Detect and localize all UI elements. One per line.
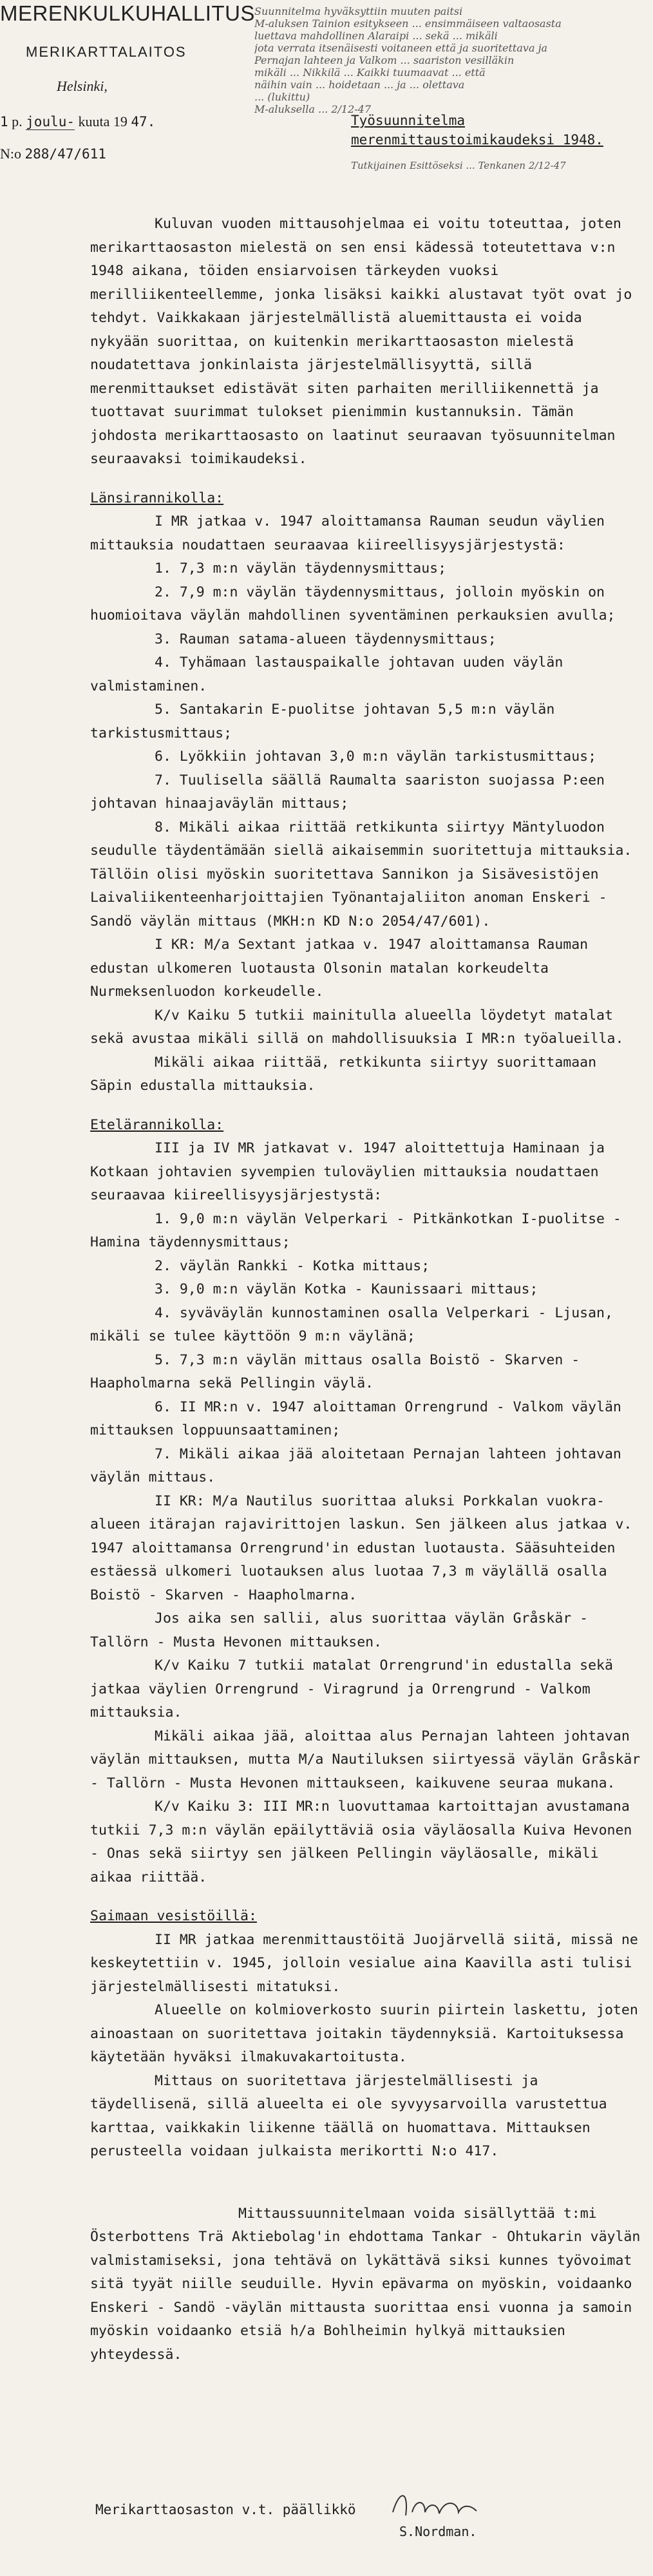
subject-line-2 xyxy=(351,132,603,148)
numbered-list xyxy=(90,1208,644,1490)
section-paragraph: Mikäli aikaa riittää, retkikunta siirtyy suorittamaan Säpin edustalla mittauksia. xyxy=(90,1054,597,1094)
handwritten-line: mikäli ... Nikkilä ... Kaikki tuumaavat ... että xyxy=(254,66,486,79)
section-paragraph: II MR jatkaa merenmittaustöitä Juojärvellä siitä, missä ne keskeytettiin v. 1945, jolloin vesialue aina Kaavilla asti tulisi järjestelmällisesti mitatuksi. xyxy=(90,1931,638,1995)
handwritten-line: M-aluksella ... 2/12-47 xyxy=(254,103,372,115)
list-item: 4. syväväylän kunnostaminen osalla Velperkari - Ljusan, mikäli se tulee käyttöön 9 m:n väylänä; xyxy=(90,1304,613,1344)
subject-title: Työsuunnitelma xyxy=(351,113,466,128)
section-heading: Etelärannikolla: xyxy=(90,1116,224,1133)
handwritten-line: jota verrata itsenäisesti voitaneen että ja suoritettava ja xyxy=(254,42,548,54)
signature-scrawl xyxy=(386,2486,483,2525)
handwritten-line: luettava mahdollinen Alaraipi ... sekä ... mikäli xyxy=(254,30,498,42)
closing-gap xyxy=(90,2164,644,2202)
subject-period: merenmittaustoimikaudeksi 1948. xyxy=(351,132,603,148)
section-paragraph: Mikäli aikaa jää, aloittaa alus Pernajan lahteen johtavan väylän mittauksen, mutta M/a Nautiluksen siirtyessä väylän Gråskär - Tallörn - Musta Hevonen mittaukseen, kaikuvene seuraa mukana. xyxy=(90,1728,641,1791)
list-item: 5. 7,3 m:n väylän mittaus osalla Boistö - Skarven - Haapholmarna sekä Pellingin väylä. xyxy=(90,1351,580,1391)
handwritten-line: Suunnitelma hyväksyttiin muuten paitsi xyxy=(254,5,463,17)
list-item: 8. Mikäli aikaa riittää retkikunta siirtyy Mäntyluodon seudulle täydentämään siellä aikaisemmin suoritettuja mittauksia. Tällöin olisi myöskin suoritettava Sannikon ja Sisävesistöjen Laivaliikenteenharjoittajien Työnantajaliiton anoman Enskeri - Sandö väylän mittaus (MKH:n KD N:o 2054/47/601). xyxy=(90,819,632,930)
handwritten-line: ... (lukittu) xyxy=(254,91,310,103)
section-paragraph: I KR: M/a Sextant jatkaa v. 1947 aloittamansa Rauman edustan ulkomeren luotausta Olsonin matalan korkeudelta Nurmeksenluodon korkeudelle. xyxy=(90,937,589,1000)
date-month: joulu- xyxy=(26,114,75,129)
closing-paragraph: Mittaussuunnitelmaan voida sisällyttää t:mi Österbottens Trä Aktiebolag'in ehdottama Tankar - Ohtukarin väylän valmistamiseksi, jona tehtävä on lykättävä siksi kunnes työvoimat sitä tyyät niille seuduille. Hyvin epävarma on myöskin, voidaanko Enskeri - Sandö -väylän mittausta suorittaa ensi vuonna ja samoin myöskin voidaanko etsiä h/a Bohlheimin hylkyä mittauksien yhteydessä. xyxy=(90,2205,641,2363)
handwritten-line: M-aluksen Tainion esitykseen ... ensimmäiseen valtaosasta xyxy=(254,17,562,30)
date-kuuta: kuuta 19 xyxy=(78,113,128,129)
signature-label: Merikarttaosaston v.t. päällikkö xyxy=(95,2502,356,2517)
subject-note: Tutkijainen Esittöseksi ... Tenkanen 2/12-47 xyxy=(351,160,566,171)
section-paragraph: I MR jatkaa v. 1947 aloittamansa Rauman seudun väylien mittauksia noudattaen seuraavaa kiireellisyysjärjestystä: xyxy=(90,513,605,553)
section-paragraph: K/v Kaiku 5 tutkii mainitulla alueella löydetyt matalat sekä avustaa mikäli sillä on mahdollisuuksia I MR:n työalueilla. xyxy=(90,1007,624,1047)
list-item: 1. 7,3 m:n väylän täydennysmittaus; xyxy=(155,560,447,577)
date-day: 1 xyxy=(0,114,8,129)
signature-name: S.Nordman. xyxy=(399,2524,477,2539)
section-paragraph: III ja IV MR jatkavat v. 1947 aloittettuja Haminaan ja Kotkaan johtavien syvempien tuloväylien mittauksia noudattaen seuraavaa kiireellisyysjärjestystä: xyxy=(90,1140,605,1203)
list-item: 3. Rauman satama-alueen täydennysmittaus; xyxy=(155,631,497,647)
list-item: 7. Tuulisella säällä Raumalta saariston suojassa P:een johtavan hinaajaväylän mittaus; xyxy=(90,772,605,812)
date-p: p. xyxy=(12,113,23,129)
section-heading: Länsirannikolla: xyxy=(90,490,224,506)
section-paragraph: Mittaus on suoritettava järjestelmällisesti ja täydellisenä, sillä alueelta ei ole syvyysarvoilla varustettua karttaa, vaikkakin liikenne täällä on huomattava. Mittauksen perusteella voidaan julkaista merikortti N:o 417. xyxy=(90,2072,607,2159)
list-item: 4. Tyhämaan lastauspaikalle johtavan uuden väylän valmistaminen. xyxy=(90,654,563,694)
list-item: 6. Lyökkiin johtavan 3,0 m:n väylän tarkistusmittaus; xyxy=(155,749,597,765)
subject-line xyxy=(351,113,465,128)
number-value: 288/47/611 xyxy=(24,146,106,162)
list-item: 6. II MR:n v. 1947 aloittaman Orrengrund - Valkom väylän mittauksen loppuunsaattaminen; xyxy=(90,1398,621,1438)
dept-name: MERIKARTTALAITOS xyxy=(26,44,187,60)
date-line xyxy=(0,113,155,130)
handwritten-line: näihin vain ... hoidetaan ... ja ... olettava xyxy=(254,79,465,91)
section-heading: Saimaan vesistöillä: xyxy=(90,1908,257,1924)
section-paragraph: II KR: M/a Nautilus suorittaa aluksi Porkkalan vuokra-alueen itärajan rajavirittojen laskun. Sen jälkeen alus jatkaa v. 1947 aloittamansa Orrengrund'in edustan luotausta. Sääsuhteiden estäessä ulkomeri luotauksen alus luotaa 7,3 m väylällä osalla Boistö - Skarven - Haapholmarna. xyxy=(90,1493,632,1603)
list-item: 7. Mikäli aikaa jää aloitetaan Pernajan lahteen johtavan väylän mittaus. xyxy=(90,1445,621,1485)
date-year: 47. xyxy=(131,114,156,129)
section-gap xyxy=(90,1889,644,1898)
section-paragraph: Alueelle on kolmioverkosto suurin piirtein laskettu, joten ainoastaan on suoritettava joitakin täydennyksiä. Kartoituksessa käytetään hyväksi ilmakuvakartoitusta. xyxy=(90,2002,638,2065)
section-paragraph: K/v Kaiku 3: III MR:n luovuttamaa kartoittajan avustamana tutkii 7,3 m:n väylän epäilyttäviä osia väyläosalla Kuiva Hevonen - Onas sekä siirtyy sen jälkeen Pellingin väyläosalle, mikäli aikaa riittää. xyxy=(90,1798,632,1885)
section-paragraph: K/v Kaiku 7 tutkii matalat Orrengrund'in edustalla sekä jatkaa väylien Orrengrund - Viragrund ja Orrengrund - Valkom mittauksia. xyxy=(90,1657,613,1721)
org-name: MERENKULKUHALLITUS xyxy=(0,1,255,25)
list-item: 2. väylän Rankki - Kotka mittaus; xyxy=(155,1257,430,1274)
list-item: 2. 7,9 m:n väylän täydennysmittaus, jolloin myöskin on huomioitava väylän mahdollinen syventäminen perkauksien avulla; xyxy=(90,584,616,624)
section-gap xyxy=(90,1098,644,1107)
list-item: 5. Santakarin E-puolitse johtavan 5,5 m:n väylän tarkistusmittaus; xyxy=(90,701,555,741)
list-item: 1. 9,0 m:n väylän Velperkari - Pitkänkotkan I-puolitse - Hamina täydennysmittaus; xyxy=(90,1210,621,1250)
numbered-list xyxy=(90,557,644,933)
number-label: N:o xyxy=(0,146,21,162)
section-gap xyxy=(90,472,644,481)
handwritten-line: Pernajan lahteen ja Valkom ... saariston vesilläkin xyxy=(254,54,515,66)
list-item: 3. 9,0 m:n väylän Kotka - Kaunissaari mittaus; xyxy=(155,1281,538,1297)
number-line xyxy=(0,146,106,162)
section-paragraph: Jos aika sen sallii, alus suorittaa väylän Gråskär - Tallörn - Musta Hevonen mittauksen. xyxy=(90,1610,589,1650)
intro-paragraph: Kuluvan vuoden mittausohjelmaa ei voitu toteuttaa, joten merikarttaosaston mielestä on sen ensi kädessä toteutettava v:n 1948 aikana, töiden ensiarvoisen tärkeyden vuoksi merilliikenteellemme, jonka lisäksi kaikki alustavat työt ovat jo tehdyt. Vaikkakaan järjestelmällistä aluemittausta ei voida nykyään suorittaa, on kuitenkin merikarttaosaston mielestä noudatettava jonkinlaista järjestelmällisyyttä, sillä merenmittaukset edistävät siten parhaiten merilliikennettä ja tuottavat suurimmat tulokset pienimmin kustannuksin. Tämän johdosta merikarttaosasto on laatinut seuraavan työsuunnitelman seuraavaksi toimikaudeksi. xyxy=(90,216,632,467)
letter-body xyxy=(90,213,644,2367)
city: Helsinki, xyxy=(57,78,108,94)
